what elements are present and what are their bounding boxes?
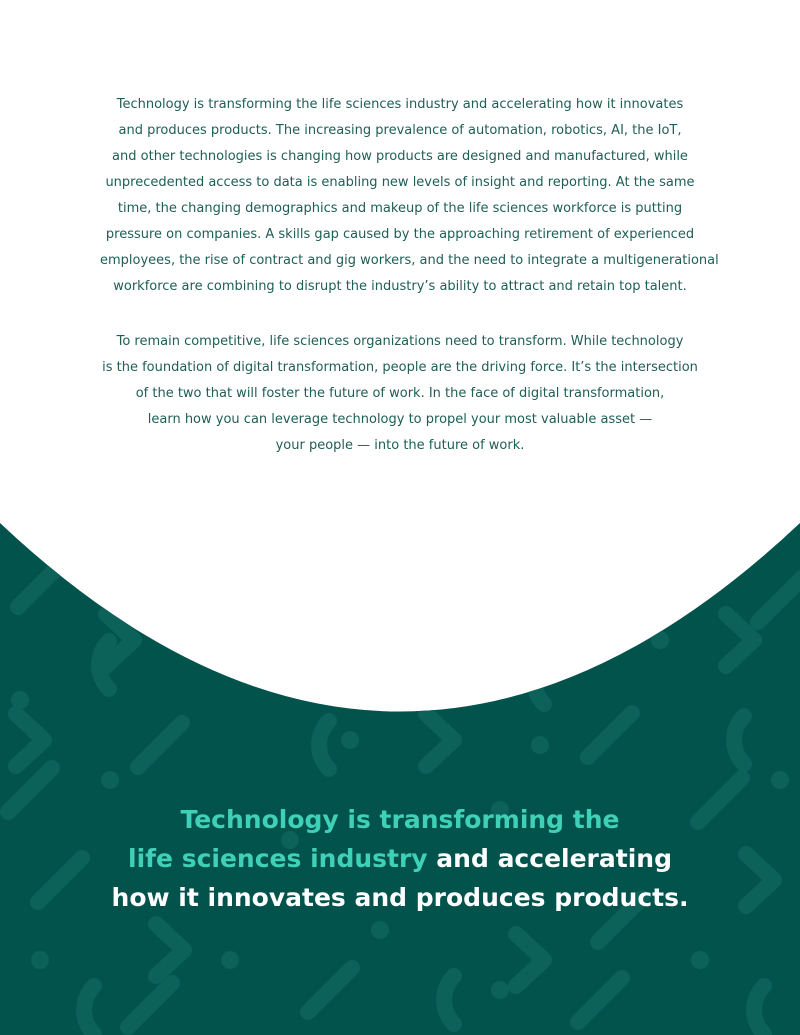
pattern-dot [691,951,709,969]
pattern-dot [221,951,239,969]
text-line: of the two that will foster the future of work. In the face of digital transformation, [135,386,665,401]
pattern-dot [371,921,389,939]
text-line: employees, the rise of contract and gig workers, and the need to integrate a multigenerational [100,253,719,268]
text-line: To remain competitive, life sciences organizations need to transform. While technology [116,334,684,349]
pattern-dot [11,691,29,709]
pattern-dot [771,771,789,789]
pull-quote [0,800,800,917]
pattern-arc [534,656,544,704]
pull-quote-line-1: Technology is transforming the [180,805,620,834]
text-line: and other technologies is changing how products are designed and manufactured, while [112,149,688,164]
pattern-dot [531,736,549,754]
pattern-dot [651,631,669,649]
text-line: pressure on companies. A skills gap caused by the approaching retirement of experienced [105,227,695,242]
teal-curve-panel [0,523,800,1035]
pattern-chev [226,614,254,666]
text-line: unprecedented access to data is enabling new levels of insight and reporting. At the same [105,175,695,190]
pull-quote-line-3: how it innovates and produces products. [111,883,689,912]
pattern-dot [81,551,99,569]
pattern-dot [341,731,359,749]
text-line: and produces products. The increasing prevalence of automation, robotics, AI, the IoT, [118,123,682,138]
pattern-dot [31,951,49,969]
text-line: Technology is transforming the life sciences industry and accelerating how it innovates [116,97,684,112]
pattern-dot [101,771,119,789]
text-line: time, the changing demographics and makeup of the life sciences workforce is putting [117,201,683,216]
pull-quote-line-2 [0,839,800,878]
pull-quote-highlight: life sciences industry [128,844,428,873]
pattern-dot [491,981,509,999]
text-line: your people — into the future of work. [275,438,525,453]
text-line: workforce are combining to disrupt the industry’s ability to attract and retain top talent. [113,279,687,294]
pull-quote-line-2-rest: and accelerating [427,844,672,873]
text-line: is the foundation of digital transformation, people are the driving force. It’s the intersection [102,360,698,375]
text-line: learn how you can leverage technology to propel your most valuable asset — [147,412,653,427]
